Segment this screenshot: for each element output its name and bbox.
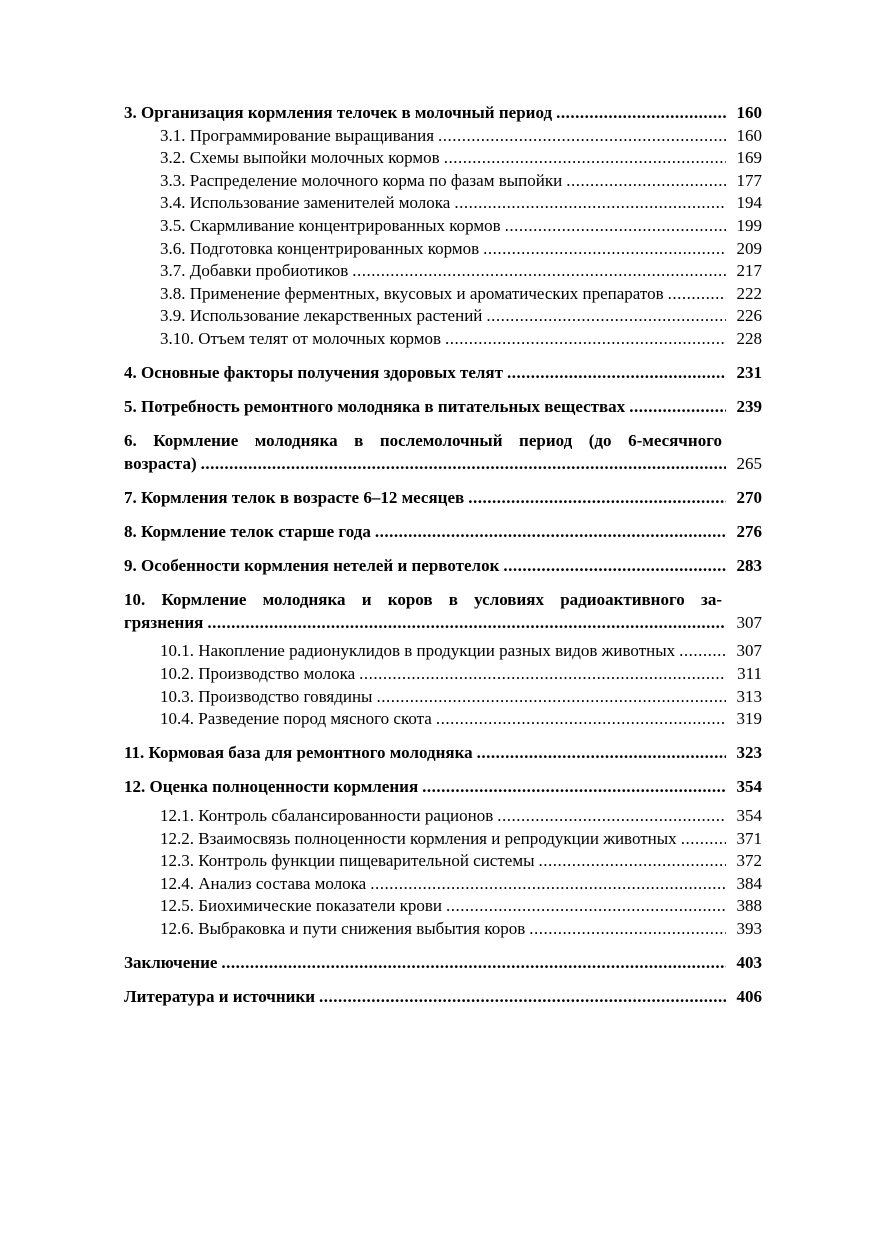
- dot-leader: [221, 952, 726, 975]
- toc-entry-title: 3.2. Схемы выпойки молочных кормов: [160, 148, 440, 168]
- toc-entry-10-1[interactable]: [124, 640, 762, 663]
- dot-leader: [529, 918, 726, 941]
- dot-leader: [319, 986, 726, 1009]
- toc-entry-page: 276: [736, 522, 762, 541]
- toc-entry-12-3[interactable]: [124, 850, 762, 873]
- toc-entry-title: 12.2. Взаимосвязь полноценности кормления и репродукции животных: [160, 828, 677, 848]
- toc-entry-title: 3.7. Добавки пробиотиков: [160, 261, 349, 281]
- toc-entry-title: 3.10. Отъем телят от молочных кормов: [160, 328, 442, 348]
- toc-entry-title: 10.4. Разведение пород мясного скота: [160, 709, 432, 729]
- toc-entry-title: 12.4. Анализ состава молока: [160, 873, 367, 893]
- toc-entry-references[interactable]: [124, 986, 762, 1009]
- toc-entry-page: 283: [736, 556, 762, 576]
- toc-entry-title: 8. Кормление телок старше года: [124, 522, 371, 541]
- dot-leader: [681, 828, 726, 851]
- toc-entry-title: 3.3. Распределение молочного корма по фазам выпойки: [160, 170, 563, 190]
- toc-entry-title-line2: возраста): [124, 453, 197, 473]
- dot-leader: [376, 686, 726, 709]
- toc-entry-title: 3.4. Использование заменителей молока: [160, 193, 451, 213]
- dot-leader: [422, 776, 726, 799]
- dot-leader: [375, 521, 726, 544]
- dot-leader: [468, 487, 726, 510]
- dot-leader: [454, 192, 726, 215]
- toc-entry-page: 217: [736, 261, 762, 281]
- toc-entry-title: 3.1. Программирование выращивания: [160, 125, 435, 145]
- toc-entry-title: 10.1. Накопление радионуклидов в продукции разных видов животных: [160, 641, 676, 661]
- toc-entry-page: 371: [736, 828, 762, 848]
- toc-entry-page: 226: [736, 306, 762, 326]
- toc-entry-3-8[interactable]: [124, 283, 762, 306]
- toc-entry-title: 3.6. Подготовка концентрированных кормов: [160, 238, 480, 258]
- toc-entry-chapter-4[interactable]: [124, 362, 762, 385]
- toc-entry-chapter-10[interactable]: [124, 589, 762, 634]
- dot-leader: [483, 238, 726, 261]
- toc-entry-page: 319: [736, 709, 762, 729]
- toc-entry-page: 323: [736, 743, 762, 763]
- toc-entry-page: 311: [737, 663, 762, 683]
- toc-entry-title: 11. Кормовая база для ремонтного молодняка: [124, 743, 473, 763]
- toc-entry-chapter-12[interactable]: [124, 776, 762, 799]
- toc-entry-title: 5. Потребность ремонтного молодняка в питательных веществах: [124, 397, 626, 417]
- dot-leader: [539, 850, 726, 873]
- toc-entry-page: 160: [736, 103, 762, 122]
- toc-entry-page: 393: [736, 918, 762, 938]
- toc-entry-page: 209: [736, 238, 762, 258]
- dot-leader: [445, 328, 726, 351]
- dot-leader: [503, 555, 726, 578]
- toc-entry-conclusion[interactable]: [124, 952, 762, 975]
- toc-entry-title: Литература и источники: [124, 987, 316, 1007]
- toc-entry-page: 265: [736, 453, 762, 473]
- dot-leader: [556, 102, 726, 125]
- table-of-contents: [124, 102, 762, 1009]
- dot-leader: [446, 895, 726, 918]
- toc-entry-title-line1: 10. Кормление молодняка и коров в условиях радиоактивного за-: [124, 590, 722, 610]
- toc-entry-page: 239: [736, 397, 762, 417]
- dot-leader: [352, 260, 726, 283]
- toc-entry-page: 231: [736, 363, 762, 383]
- dot-leader: [566, 170, 726, 193]
- dot-leader: [505, 215, 726, 238]
- toc-entry-title: Заключение: [124, 953, 218, 972]
- toc-entry-3-4[interactable]: [124, 192, 762, 215]
- toc-entry-10-4[interactable]: [124, 708, 762, 731]
- toc-entry-title: 12.6. Выбраковка и пути снижения выбытия коров: [160, 918, 526, 938]
- toc-entry-title-line1: 6. Кормление молодняка в послемолочный период (до 6-месячного: [124, 431, 722, 451]
- dot-leader: [507, 362, 726, 385]
- toc-entry-title: 3.5. Скармливание концентрированных кормов: [160, 215, 501, 235]
- toc-entry-12-6[interactable]: [124, 918, 762, 941]
- toc-entry-3-9[interactable]: [124, 305, 762, 328]
- toc-entry-page: 169: [736, 148, 762, 168]
- toc-entry-page: 372: [736, 851, 762, 871]
- dot-leader: [629, 396, 726, 419]
- toc-entry-10-3[interactable]: [124, 686, 762, 709]
- toc-entry-chapter-5[interactable]: [124, 396, 762, 419]
- toc-entry-12-2[interactable]: [124, 828, 762, 851]
- toc-entry-page: 270: [736, 487, 762, 507]
- toc-entry-3-6[interactable]: [124, 238, 762, 261]
- dot-leader: [497, 805, 726, 828]
- toc-entry-chapter-3[interactable]: [124, 102, 762, 125]
- dot-leader: [359, 663, 726, 686]
- dot-leader: [486, 305, 726, 328]
- toc-entry-10-2[interactable]: [124, 663, 762, 686]
- toc-entry-title: 12.5. Биохимические показатели крови: [160, 896, 443, 916]
- toc-entry-page: 222: [736, 283, 762, 303]
- toc-entry-page: 403: [736, 953, 762, 972]
- toc-entry-page: 354: [736, 805, 762, 825]
- dot-leader: [679, 640, 726, 663]
- dot-leader: [207, 612, 726, 635]
- toc-entry-3-5[interactable]: [124, 215, 762, 238]
- toc-entry-title-line2: грязнения: [124, 612, 204, 632]
- toc-entry-3-7[interactable]: [124, 260, 762, 283]
- toc-entry-page: 199: [736, 215, 762, 235]
- toc-entry-chapter-8[interactable]: [124, 521, 762, 544]
- toc-entry-3-3[interactable]: [124, 170, 762, 193]
- toc-entry-chapter-6[interactable]: [124, 430, 762, 475]
- toc-entry-page: 228: [736, 328, 762, 348]
- toc-entry-title: 9. Особенности кормления нетелей и первотелок: [124, 556, 500, 576]
- toc-entry-title: 10.2. Производство молока: [160, 663, 356, 683]
- toc-entry-page: 160: [736, 125, 762, 145]
- toc-entry-chapter-7[interactable]: [124, 487, 762, 510]
- dot-leader: [201, 453, 726, 476]
- toc-entry-page: 388: [736, 896, 762, 916]
- toc-entry-page: 313: [736, 686, 762, 706]
- toc-entry-title: 3.9. Использование лекарственных растений: [160, 306, 483, 326]
- toc-entry-page: 307: [736, 612, 762, 632]
- toc-entry-3-2[interactable]: [124, 147, 762, 170]
- dot-leader: [668, 283, 726, 306]
- toc-entry-12-5[interactable]: [124, 895, 762, 918]
- toc-entry-page: 384: [736, 873, 762, 893]
- toc-entry-page: 307: [736, 641, 762, 661]
- toc-entry-title: 12.3. Контроль функции пищеварительной системы: [160, 851, 535, 871]
- toc-entry-page: 177: [736, 170, 762, 190]
- toc-entry-title: 4. Основные факторы получения здоровых телят: [124, 363, 503, 383]
- dot-leader: [438, 125, 726, 148]
- toc-entry-chapter-11[interactable]: [124, 742, 762, 765]
- toc-entry-title: 7. Кормления телок в возрасте 6–12 месяцев: [124, 487, 465, 507]
- toc-entry-page: 194: [736, 193, 762, 213]
- dot-leader: [477, 742, 726, 765]
- toc-entry-chapter-9[interactable]: [124, 555, 762, 578]
- dot-leader: [444, 147, 726, 170]
- toc-entry-3-1[interactable]: [124, 125, 762, 148]
- toc-entry-12-4[interactable]: [124, 873, 762, 896]
- toc-entry-title: 3.8. Применение ферментных, вкусовых и ароматических препаратов: [160, 283, 664, 303]
- toc-entry-12-1[interactable]: [124, 805, 762, 828]
- dot-leader: [436, 708, 726, 731]
- toc-entry-page: 354: [736, 777, 762, 797]
- toc-entry-title: 3. Организация кормления телочек в молочный период: [124, 103, 553, 122]
- toc-entry-title: 12. Оценка полноценности кормления: [124, 777, 419, 797]
- dot-leader: [370, 873, 726, 896]
- toc-entry-title: 12.1. Контроль сбалансированности рационов: [160, 805, 494, 825]
- toc-entry-title: 10.3. Производство говядины: [160, 686, 373, 706]
- toc-entry-page: 406: [736, 987, 762, 1007]
- toc-entry-3-10[interactable]: [124, 328, 762, 351]
